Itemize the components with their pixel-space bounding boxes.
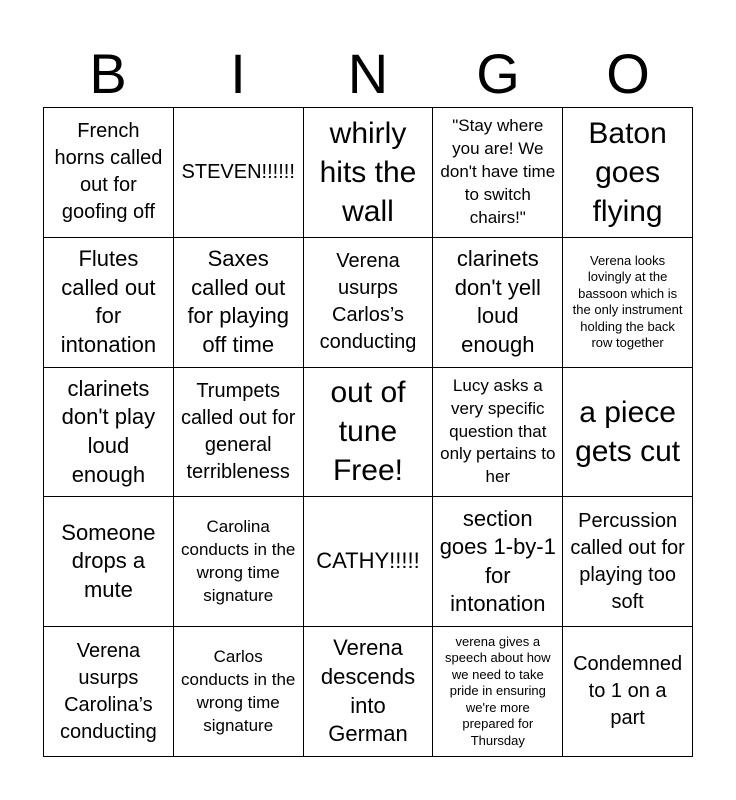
- cell-text: a piece gets cut: [575, 395, 681, 468]
- bingo-cell[interactable]: [433, 627, 563, 757]
- bingo-cell[interactable]: [304, 627, 434, 757]
- cell-text: Trumpets called out for general terribleness: [180, 379, 296, 483]
- cell-text: Saxes called out for playing off time: [187, 246, 289, 357]
- bingo-cell[interactable]: [433, 238, 563, 368]
- cell-text: "Stay where you are! We don't have time to switch chairs!": [440, 116, 556, 227]
- header-letter-g: G: [476, 42, 520, 105]
- cell-text: clarinets don't yell loud enough: [454, 246, 541, 357]
- bingo-cell[interactable]: [174, 108, 304, 238]
- cell-text: Flutes called out for intonation: [60, 246, 157, 357]
- bingo-header: [43, 40, 693, 108]
- bingo-cell[interactable]: [304, 497, 434, 627]
- cell-text: verena gives a speech about how we need to take pride in ensuring we're more prepared for Thursday: [445, 633, 551, 748]
- bingo-cell[interactable]: [563, 497, 693, 627]
- cell-text: Verena looks lovingly at the bassoon which is the only instrument holding the back row together: [572, 252, 683, 351]
- cell-text: STEVEN!!!!!!: [181, 160, 295, 183]
- cell-text: section goes 1-by-1 for intonation: [439, 505, 556, 617]
- bingo-cell[interactable]: [304, 238, 434, 368]
- bingo-cell[interactable]: [44, 627, 174, 757]
- cell-text: Verena usurps Carlos’s conducting: [319, 250, 417, 354]
- bingo-cell[interactable]: [563, 238, 693, 368]
- cell-text: Percussion called out for playing too soft: [570, 509, 685, 613]
- header-letter-b: B: [89, 42, 127, 105]
- bingo-cell[interactable]: [563, 627, 693, 757]
- bingo-cell[interactable]: [174, 368, 304, 498]
- free-space-cell[interactable]: [304, 368, 434, 498]
- cell-text: CATHY!!!!!: [316, 548, 420, 574]
- header-letter-n: N: [347, 42, 389, 105]
- cell-text: Verena descends into German: [320, 635, 416, 747]
- header-letter-i: I: [230, 42, 246, 105]
- bingo-cell[interactable]: [44, 238, 174, 368]
- bingo-board: [43, 107, 693, 757]
- cell-text: clarinets don't play loud enough: [61, 375, 156, 487]
- cell-text: whirly hits the wall: [319, 116, 417, 228]
- cell-text: Someone drops a mute: [61, 519, 156, 603]
- bingo-cell[interactable]: [433, 368, 563, 498]
- bingo-cell[interactable]: [563, 108, 693, 238]
- cell-text: Condemned to 1 on a part: [573, 653, 683, 730]
- cell-text: Baton goes flying: [588, 116, 667, 228]
- bingo-cell[interactable]: [174, 627, 304, 757]
- cell-text: Carlos conducts in the wrong time signature: [181, 646, 296, 735]
- bingo-cell[interactable]: [563, 368, 693, 498]
- bingo-cell[interactable]: [174, 238, 304, 368]
- bingo-cell[interactable]: [44, 497, 174, 627]
- cell-text: Carolina conducts in the wrong time signature: [181, 516, 296, 605]
- bingo-cell[interactable]: [433, 497, 563, 627]
- header-letter-o: O: [606, 42, 650, 105]
- cell-text: Lucy asks a very specific question that only pertains to her: [440, 375, 556, 487]
- cell-text: out of tune Free!: [330, 376, 406, 488]
- cell-text: French horns called out for goofing off: [54, 120, 163, 224]
- bingo-cell[interactable]: [433, 108, 563, 238]
- bingo-cell[interactable]: [304, 108, 434, 238]
- bingo-cell[interactable]: [174, 497, 304, 627]
- bingo-cell[interactable]: [44, 368, 174, 498]
- bingo-cell[interactable]: [44, 108, 174, 238]
- cell-text: Verena usurps Carolina’s conducting: [60, 639, 157, 743]
